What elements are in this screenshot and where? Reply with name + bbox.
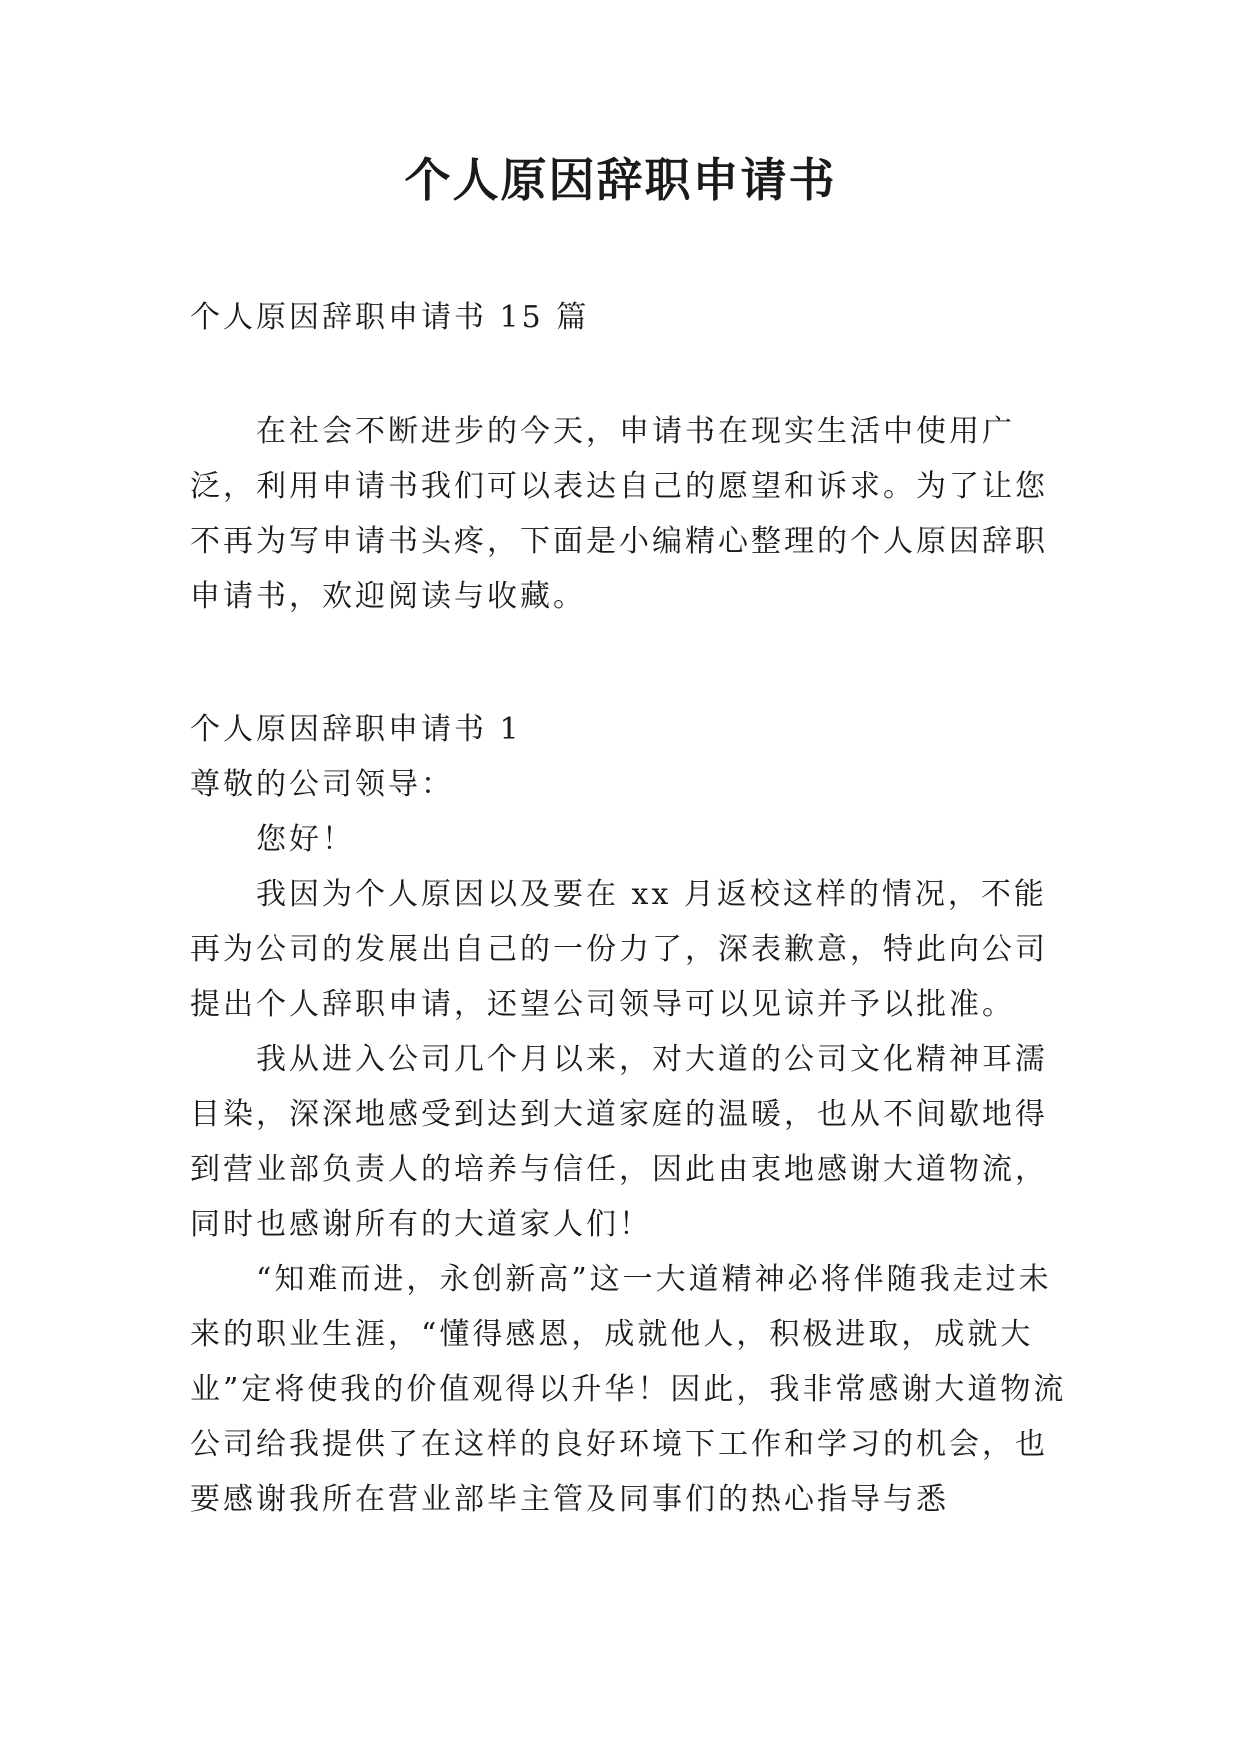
salutation: 尊敬的公司领导： (190, 767, 454, 802)
greeting: 您好！ (256, 822, 355, 857)
document-subtitle: 个人原因辞职申请书 15 篇 (190, 300, 590, 335)
section-title: 个人原因辞职申请书 1 (190, 712, 522, 747)
letter-paragraph: “知难而进，永创新高”这一大道精神必将伴随我走过未来的职业生涯，“懂得感恩，成就他人，积极进取，成就大业”定将使我的价值观得以升华！因此，我非常感谢大道物流公司给我提供了在这样的良好环境下工作和学习的机会，也要感谢我所在营业部毕主管及同事们的热心指导与悉 (190, 1262, 1067, 1517)
intro-paragraph: 在社会不断进步的今天，申请书在现实生活中使用广泛，利用申请书我们可以表达自己的愿望和诉求。为了让您不再为写申请书头疼，下面是小编精心整理的个人原因辞职申请书，欢迎阅读与收藏。 (190, 414, 1048, 614)
letter-paragraph: 我因为个人原因以及要在 xx 月返校这样的情况，不能再为公司的发展出自己的一份力了，深表歉意，特此向公司提出个人辞职申请，还望公司领导可以见谅并予以批准。 (190, 877, 1048, 1022)
letter-section (190, 702, 1070, 1527)
letter-paragraph: 我从进入公司几个月以来，对大道的公司文化精神耳濡目染，深深地感受到达到大道家庭的温暖，也从不间歇地得到营业部负责人的培养与信任，因此由衷地感谢大道物流，同时也感谢所有的大道家人们！ (190, 1042, 1048, 1242)
document-title: 个人原因辞职申请书 (404, 153, 837, 207)
